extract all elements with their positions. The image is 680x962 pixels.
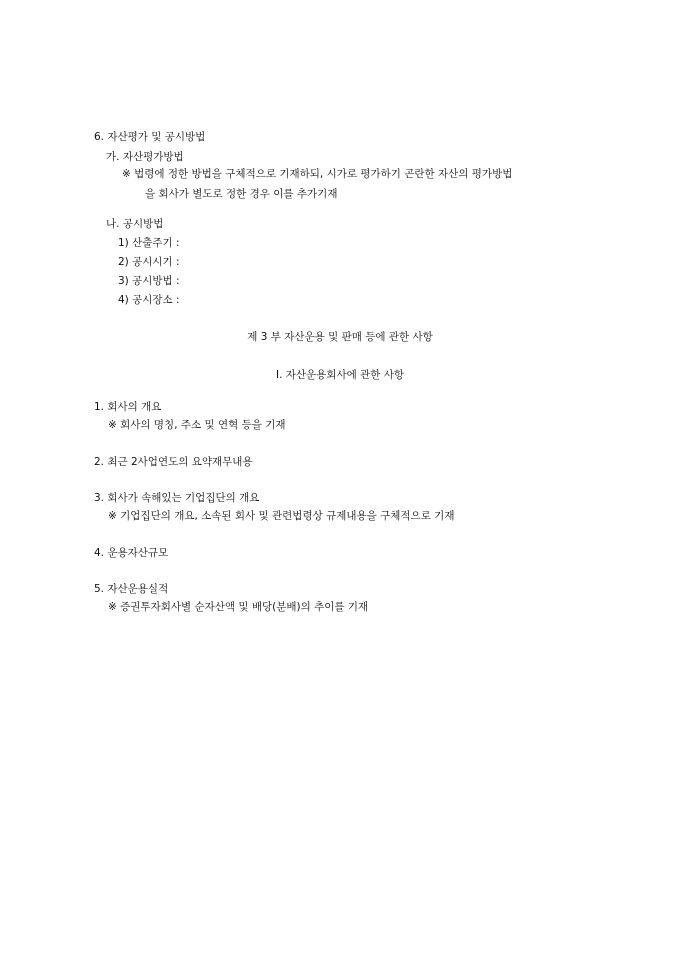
- section-4-heading: 4. 운용자산규모: [94, 547, 169, 559]
- section-2-heading: 2. 최근 2사업연도의 요약재무내용: [94, 456, 253, 468]
- subsection-ga: 가. 자산평가방법: [106, 151, 184, 163]
- section-1-heading: 1. 회사의 개요: [94, 401, 162, 413]
- subsection-na: 나. 공시방법: [106, 218, 164, 230]
- ga-note-line-1: ※ 법령에 정한 방법을 구체적으로 기재하되, 시가로 평가하기 곤란한 자산의 평가방법: [122, 168, 513, 180]
- na-item-3: 3) 공시방법 :: [118, 275, 180, 287]
- section-5-heading: 5. 자산운용실적: [94, 583, 169, 595]
- section-3-note: ※ 기업집단의 개요, 소속된 회사 및 관련법령상 규제내용을 구체적으로 기재: [108, 510, 455, 522]
- na-item-2: 2) 공시시기 :: [118, 256, 180, 268]
- section-1-note: ※ 회사의 명칭, 주소 및 연혁 등을 기재: [108, 419, 286, 431]
- ga-note-line-2: 을 회사가 별도로 정한 경우 이를 추가기재: [145, 188, 338, 200]
- section-6-heading: 6. 자산평가 및 공시방법: [94, 131, 206, 143]
- part-3-title: 제 3 부 자산운용 및 판매 등에 관한 사항: [247, 331, 433, 343]
- na-item-4: 4) 공시장소 :: [118, 294, 180, 306]
- section-5-note: ※ 증권투자회사별 순자산액 및 배당(분배)의 추이를 기재: [108, 601, 369, 613]
- section-3-heading: 3. 회사가 속해있는 기업집단의 개요: [94, 492, 260, 504]
- na-item-1: 1) 산출주기 :: [118, 237, 180, 249]
- chapter-1-title: Ⅰ. 자산운용회사에 관한 사항: [275, 369, 405, 381]
